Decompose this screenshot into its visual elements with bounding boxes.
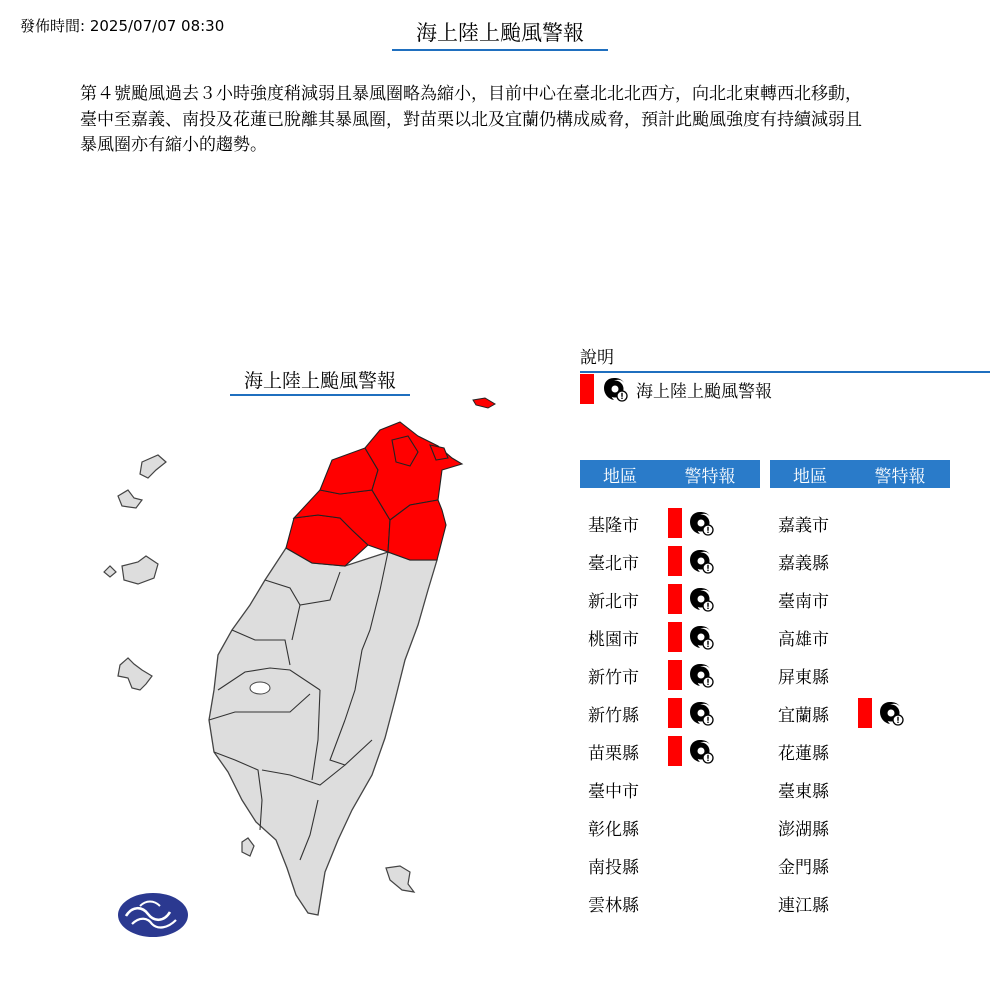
region-name: 苗栗縣	[588, 743, 639, 764]
table-row[interactable]	[770, 808, 950, 846]
warning-color-bar	[668, 660, 682, 690]
region-name: 澎湖縣	[778, 819, 829, 840]
region-name: 新竹市	[588, 667, 639, 688]
region-name: 臺東縣	[778, 781, 829, 802]
typhoon-warning-icon	[686, 622, 716, 652]
warning-cell	[668, 698, 716, 728]
region-name: 彰化縣	[588, 819, 639, 840]
table-row[interactable]	[770, 580, 950, 618]
table-row[interactable]	[580, 732, 760, 770]
description-line: 臺中至嘉義、南投及花蓮已脫離其暴風圈，對苗栗以北及宜蘭仍構成威脅，預計此颱風強度有持續減弱且	[80, 109, 862, 130]
description-line: 暴風圈亦有縮小的趨勢。	[80, 135, 267, 155]
page-title: 海上陸上颱風警報	[392, 17, 608, 51]
region-name: 桃園市	[588, 629, 639, 650]
table-row[interactable]	[580, 542, 760, 580]
table-row[interactable]	[770, 694, 950, 732]
header-warning: 警特報	[684, 466, 736, 487]
table-header	[580, 460, 760, 488]
region-name: 雲林縣	[588, 895, 639, 916]
map-island-kinmen[interactable]	[122, 556, 158, 584]
map-island-penghu[interactable]	[118, 658, 152, 690]
region-table-right	[770, 460, 950, 922]
typhoon-warning-icon	[876, 698, 906, 728]
warning-color-bar	[668, 546, 682, 576]
typhoon-warning-icon	[686, 546, 716, 576]
table-row[interactable]	[580, 808, 760, 846]
publish-time: 發佈時間: 2025/07/07 08:30	[20, 17, 225, 35]
region-name: 宜蘭縣	[778, 705, 829, 726]
region-name: 臺南市	[778, 591, 829, 612]
warned-regions	[286, 398, 495, 566]
table-row[interactable]	[580, 504, 760, 542]
table-rows	[580, 504, 760, 922]
table-row[interactable]	[770, 618, 950, 656]
map-island-lanyu[interactable]	[386, 866, 414, 892]
cwa-logo	[118, 893, 188, 937]
region-name: 花蓮縣	[778, 743, 829, 764]
table-rows	[770, 504, 950, 922]
legend-title: 說明	[580, 343, 990, 373]
legend-item	[580, 374, 772, 404]
typhoon-warning-icon	[686, 584, 716, 614]
warning-color-bar	[668, 736, 682, 766]
table-row[interactable]	[580, 770, 760, 808]
warning-color-bar	[668, 622, 682, 652]
header-region: 地區	[793, 466, 827, 487]
table-row[interactable]	[580, 846, 760, 884]
region-name: 新竹縣	[588, 705, 639, 726]
warning-color-bar	[858, 698, 872, 728]
map-island-matsu-south[interactable]	[118, 490, 142, 508]
region-name: 屏東縣	[778, 667, 829, 688]
warning-color-bar	[668, 508, 682, 538]
region-name: 南投縣	[588, 857, 639, 878]
region-name: 嘉義市	[778, 515, 829, 536]
table-row[interactable]	[580, 884, 760, 922]
region-name: 新北市	[588, 591, 639, 612]
map-island-xiaoliuqiu[interactable]	[242, 838, 254, 856]
typhoon-warning-icon	[686, 508, 716, 538]
typhoon-warning-icon	[686, 698, 716, 728]
region-name: 臺北市	[588, 553, 639, 574]
legend-label: 海上陸上颱風警報	[636, 381, 772, 402]
warning-cell	[668, 622, 716, 652]
warning-color-bar	[580, 374, 594, 404]
region-name: 連江縣	[778, 895, 829, 916]
warning-color-bar	[668, 698, 682, 728]
table-row[interactable]	[580, 656, 760, 694]
map-island-guishan[interactable]	[473, 398, 495, 408]
map-island-lieyu[interactable]	[104, 566, 116, 577]
region-name: 嘉義縣	[778, 553, 829, 574]
header-warning: 警特報	[874, 466, 926, 487]
table-row[interactable]	[580, 694, 760, 732]
header-region: 地區	[603, 466, 637, 487]
table-row[interactable]	[770, 884, 950, 922]
map-island-matsu[interactable]	[140, 455, 166, 478]
map-region-central-south[interactable]	[209, 548, 437, 915]
table-row[interactable]	[770, 846, 950, 884]
description-line: 第４號颱風過去３小時強度稍減弱且暴風圈略為縮小，目前中心在臺北北北西方，向北北東轉西北移動，	[80, 84, 862, 104]
region-name: 金門縣	[778, 857, 829, 878]
region-table-left	[580, 460, 760, 922]
table-row[interactable]	[770, 732, 950, 770]
warning-cell	[858, 698, 906, 728]
table-row[interactable]	[770, 656, 950, 694]
table-row[interactable]	[770, 504, 950, 542]
table-row[interactable]	[770, 770, 950, 808]
table-header	[770, 460, 950, 488]
region-name: 臺中市	[588, 781, 639, 802]
warning-cell	[668, 584, 716, 614]
warning-color-bar	[668, 584, 682, 614]
warning-cell	[668, 736, 716, 766]
lake-shape	[250, 682, 270, 694]
typhoon-warning-icon	[600, 374, 630, 404]
warning-cell	[668, 508, 716, 538]
warning-cell	[668, 546, 716, 576]
typhoon-warning-icon	[686, 660, 716, 690]
region-name: 高雄市	[778, 629, 829, 650]
map-title: 海上陸上颱風警報	[230, 366, 410, 396]
warning-cell	[668, 660, 716, 690]
table-row[interactable]	[580, 580, 760, 618]
typhoon-warning-icon	[686, 736, 716, 766]
table-row[interactable]	[580, 618, 760, 656]
region-name: 基隆市	[588, 515, 639, 536]
table-row[interactable]	[770, 542, 950, 580]
